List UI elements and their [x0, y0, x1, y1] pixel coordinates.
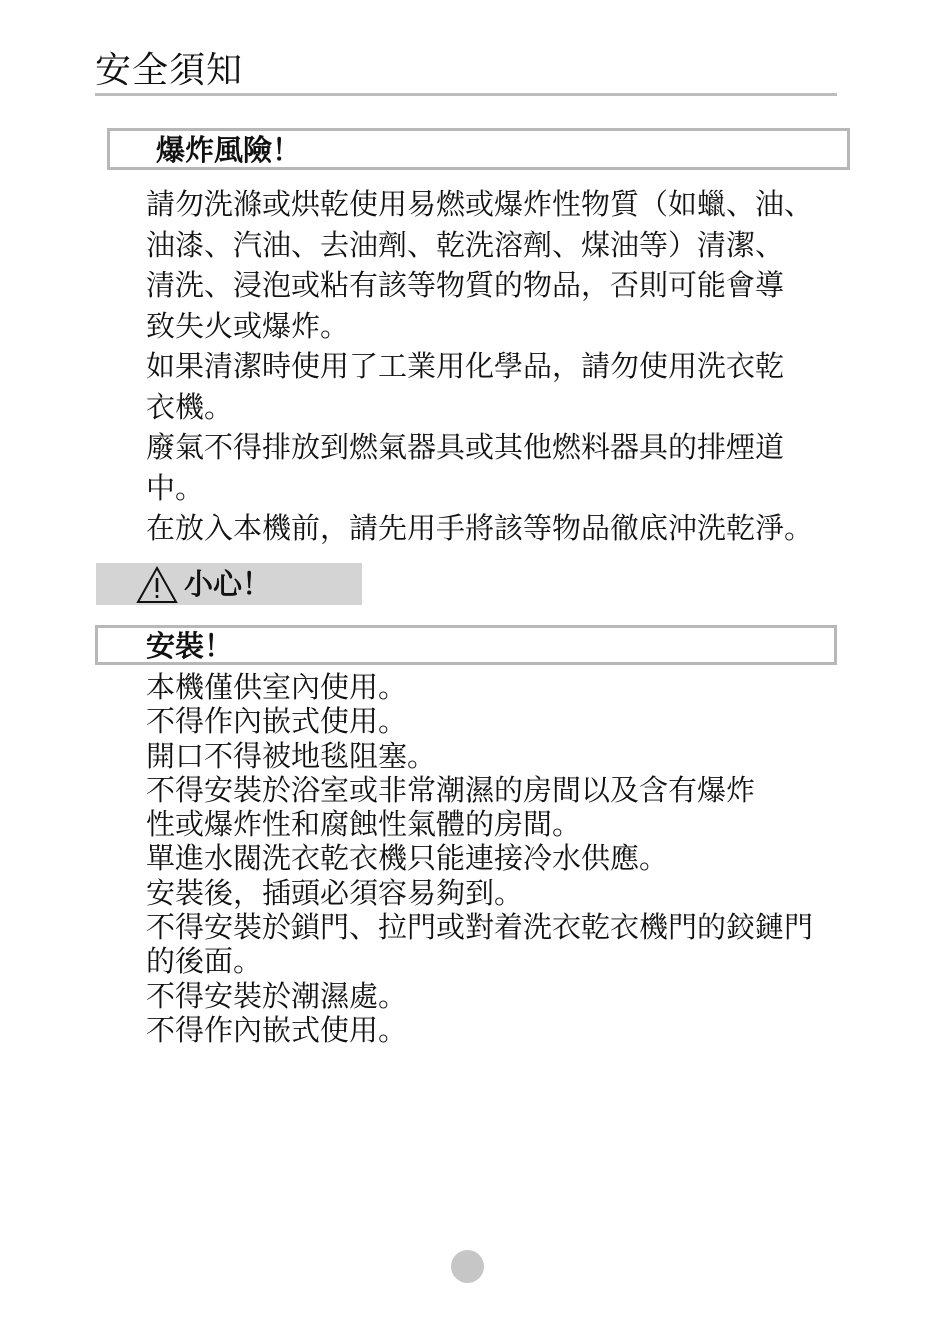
installation-line: 不得安裝於潮濕處。 — [146, 978, 408, 1013]
title-divider — [95, 93, 837, 96]
explosion-line: 如果清潔時使用了工業用化學品，請勿使用洗衣乾 — [146, 349, 785, 383]
explosion-line: 在放入本機前，請先用手將該等物品徹底沖洗乾淨。 — [146, 511, 814, 545]
explosion-risk-heading-box — [107, 128, 850, 170]
explosion-line: 廢氣不得排放到燃氣器具或其他燃料器具的排煙道 — [146, 430, 785, 464]
explosion-line: 衣機。 — [146, 389, 234, 424]
installation-line: 不得安裝於浴室或非常潮濕的房間以及含有爆炸 — [146, 772, 756, 807]
installation-line: 開口不得被地毯阻塞。 — [146, 738, 437, 773]
page-title: 安全須知 — [95, 50, 244, 91]
installation-heading: 安裝！ — [146, 629, 234, 663]
installation-heading-box — [95, 625, 837, 665]
installation-line: 安裝後，插頭必須容易夠到。 — [146, 875, 524, 910]
installation-line: 的後面。 — [146, 944, 263, 979]
installation-line: 不得作內嵌式使用。 — [146, 704, 408, 739]
caution-bar — [96, 563, 362, 605]
caution-label: 小心！ — [184, 567, 272, 601]
explosion-line: 中。 — [146, 470, 205, 505]
explosion-risk-text — [146, 184, 813, 549]
explosion-line: 請勿洗滌或烘乾使用易燃或爆炸性物質（如蠟、油、 — [146, 187, 814, 221]
installation-line: 不得作內嵌式使用。 — [146, 1012, 408, 1047]
installation-text — [146, 670, 813, 1047]
warning-triangle-icon — [136, 566, 178, 604]
page-number-dot — [451, 1250, 484, 1283]
explosion-line: 清洗、浸泡或粘有該等物質的物品，否則可能會導 — [146, 268, 785, 302]
explosion-line: 致失火或爆炸。 — [146, 308, 350, 343]
explosion-line: 油漆、汽油、去油劑、乾洗溶劑、煤油等）清潔、 — [146, 227, 785, 262]
installation-line: 單進水閥洗衣乾衣機只能連接冷水供應。 — [146, 841, 669, 876]
installation-line: 不得安裝於鎖門、拉門或對着洗衣乾衣機門的鉸鏈門 — [146, 910, 814, 945]
explosion-risk-heading: 爆炸風險！ — [156, 133, 302, 167]
installation-line: 本機僅供室內使用。 — [146, 670, 408, 704]
installation-line: 性或爆炸性和腐蝕性氣體的房間。 — [146, 807, 582, 842]
